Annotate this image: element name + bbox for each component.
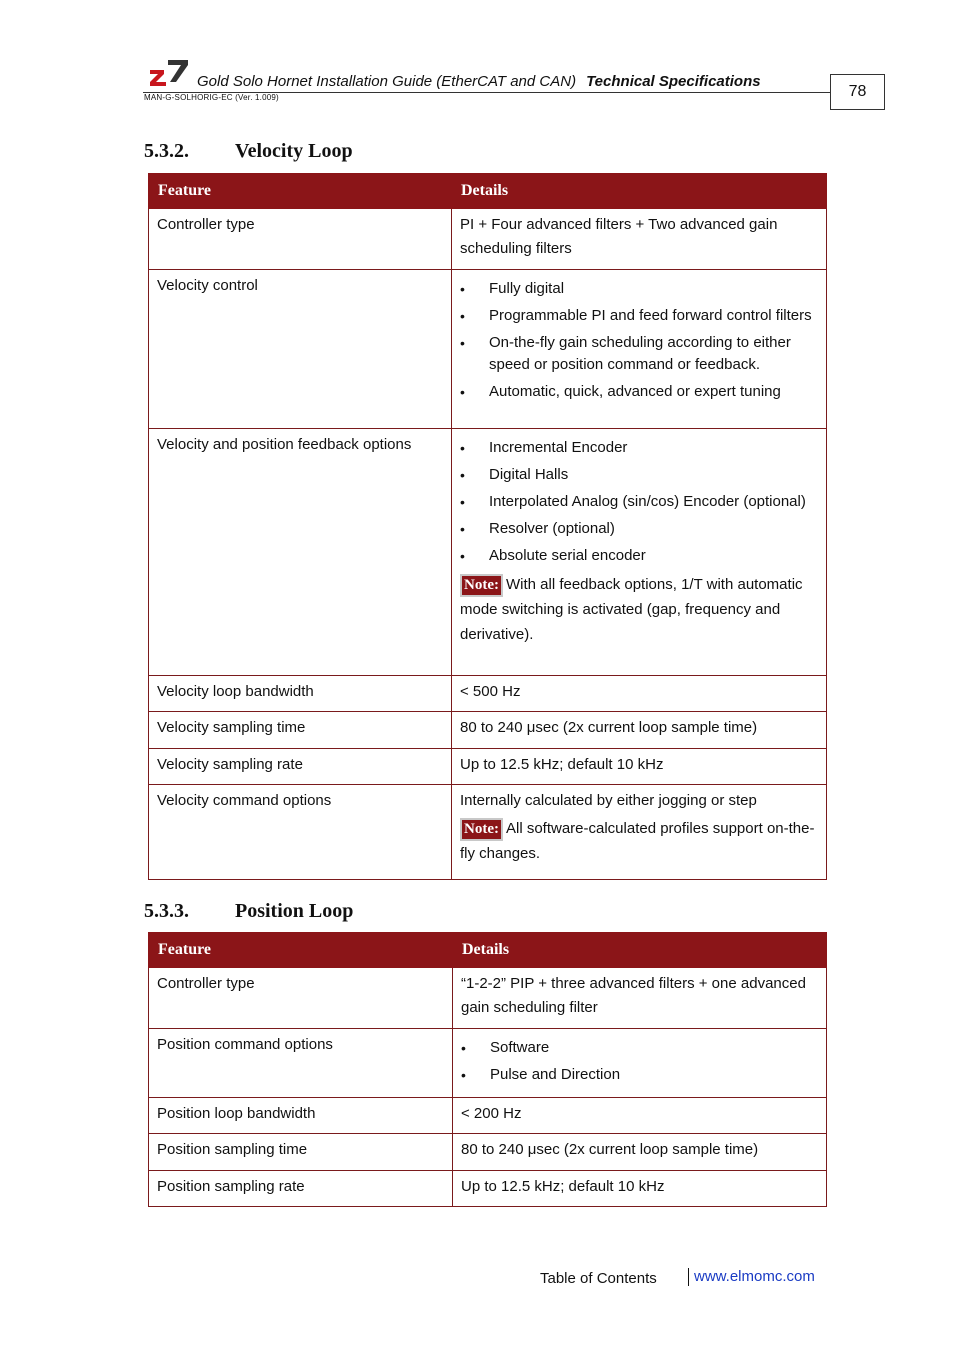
feature-cell: Velocity loop bandwidth — [149, 676, 452, 712]
feature-cell: Position sampling rate — [149, 1171, 453, 1207]
details-cell — [452, 270, 827, 429]
details-cell: PI + Four advanced filters + Two advanced gain scheduling filters — [452, 209, 827, 270]
feature-cell: Position loop bandwidth — [149, 1098, 453, 1134]
table-row — [149, 1098, 827, 1134]
details-cell: “1-2-2” PIP + three advanced filters + one advanced gain scheduling filter — [453, 968, 827, 1029]
table-header-row — [149, 174, 827, 209]
website-link[interactable]: www.elmomc.com — [694, 1268, 815, 1285]
note-text: All software-calculated profiles support on-the-fly changes. — [460, 820, 815, 862]
footer-divider — [688, 1268, 689, 1286]
feature-cell: Velocity and position feedback options — [149, 429, 452, 676]
table-row — [149, 749, 827, 785]
col-details-header: Details — [452, 174, 827, 209]
table-row — [149, 676, 827, 712]
list-item: • Automatic, quick, advanced or expert tuning — [460, 383, 781, 400]
list-item: • Fully digital — [460, 280, 565, 297]
details-cell: Up to 12.5 kHz; default 10 kHz — [453, 1171, 827, 1207]
list-item: • On-the-fly gain scheduling according to either speed or position command or feedback. — [460, 334, 791, 373]
note-label: Note: — [460, 818, 503, 841]
feature-cell: Velocity sampling rate — [149, 749, 452, 785]
list-item: • Programmable PI and feed forward control filters — [460, 307, 812, 324]
list-item: • Resolver (optional) — [460, 520, 615, 537]
doc-code: MAN-G-SOLHORIG-EC (Ver. 1.009) — [144, 93, 279, 102]
table-row — [149, 968, 827, 1029]
section-number: 5.3.2. — [144, 140, 189, 162]
list-item: • Digital Halls — [460, 466, 569, 483]
elmo-logo — [148, 58, 190, 88]
col-feature-header: Feature — [149, 174, 452, 209]
section-title: Velocity Loop — [235, 140, 353, 162]
bullet-list — [460, 437, 818, 567]
list-item: • Pulse and Direction — [461, 1066, 621, 1083]
section-title: Technical Specifications — [586, 73, 761, 90]
table-row — [149, 712, 827, 749]
table-row — [149, 429, 827, 676]
list-item: • Interpolated Analog (sin/cos) Encoder (optional) — [460, 493, 806, 510]
col-feature-header: Feature — [149, 933, 453, 968]
details-cell: 80 to 240 μsec (2x current loop sample time) — [453, 1134, 827, 1171]
bullet-list — [461, 1037, 818, 1086]
col-details-header: Details — [453, 933, 827, 968]
details-cell: < 500 Hz — [452, 676, 827, 712]
feature-cell: Velocity control — [149, 270, 452, 429]
section-title: Position Loop — [235, 900, 354, 922]
table-row — [149, 1029, 827, 1098]
details-cell: Up to 12.5 kHz; default 10 kHz — [452, 749, 827, 785]
note-block — [460, 816, 818, 866]
note-text: With all feedback options, 1/T with automatic mode switching is activated (gap, frequency and derivative). — [460, 576, 803, 643]
list-item: • Absolute serial encoder — [460, 547, 646, 564]
details-text: Internally calculated by either jogging or step — [460, 792, 757, 809]
section-heading-position — [144, 900, 353, 923]
doc-title: Gold Solo Hornet Installation Guide (EtherCAT and CAN) — [197, 73, 577, 90]
details-cell — [453, 1029, 827, 1098]
feature-cell: Controller type — [149, 968, 453, 1029]
note-block — [460, 572, 818, 647]
details-cell — [452, 429, 827, 676]
table-row — [149, 270, 827, 429]
table-row — [149, 1171, 827, 1207]
feature-cell: Position sampling time — [149, 1134, 453, 1171]
list-item: • Software — [461, 1039, 550, 1056]
feature-cell: Velocity command options — [149, 785, 452, 880]
details-cell: < 200 Hz — [453, 1098, 827, 1134]
details-cell — [452, 785, 827, 880]
feature-cell: Velocity sampling time — [149, 712, 452, 749]
bullet-list — [460, 278, 818, 403]
details-cell: 80 to 240 μsec (2x current loop sample time) — [452, 712, 827, 749]
feature-cell: Position command options — [149, 1029, 453, 1098]
velocity-table — [148, 173, 827, 880]
header-title — [197, 73, 761, 90]
note-label: Note: — [460, 574, 503, 597]
section-number: 5.3.3. — [144, 900, 189, 922]
position-table — [148, 932, 827, 1207]
section-heading-velocity — [144, 140, 353, 163]
table-row — [149, 1134, 827, 1171]
table-of-contents-link[interactable]: Table of Contents — [540, 1270, 657, 1287]
table-row — [149, 785, 827, 880]
table-header-row — [149, 933, 827, 968]
list-item: • Incremental Encoder — [460, 439, 628, 456]
feature-cell: Controller type — [149, 209, 452, 270]
page-number: 78 — [830, 74, 885, 110]
table-row — [149, 209, 827, 270]
